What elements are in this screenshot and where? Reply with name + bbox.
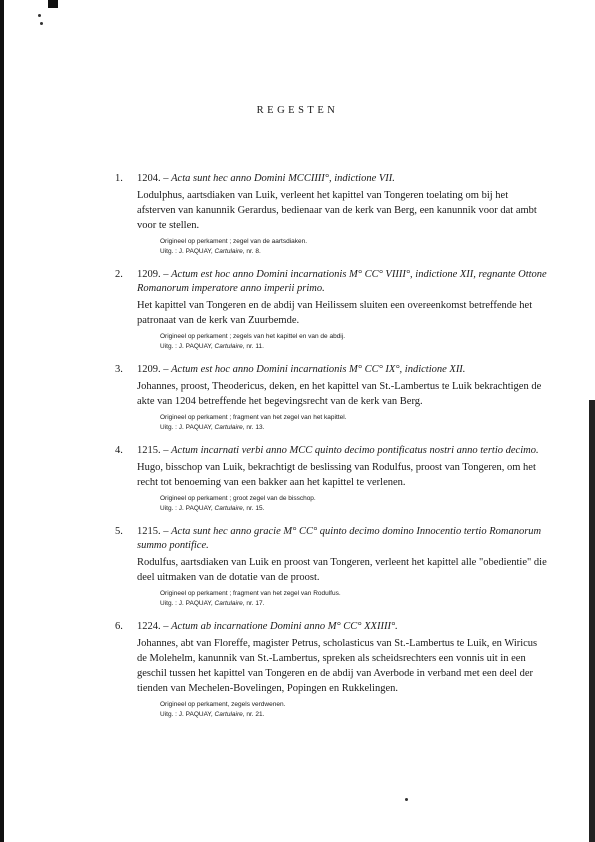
edition-prefix: Uitg. : J. PAQUAY,	[160, 248, 215, 255]
entry-edition-note	[160, 504, 540, 514]
entry-original-note: Origineel op perkament, zegels verdwenen.	[160, 701, 286, 708]
entry-number: 2.	[115, 269, 123, 280]
regest-entry	[0, 444, 595, 514]
entry-number: 4.	[115, 445, 123, 456]
edition-suffix: , nr. 21.	[242, 711, 265, 718]
entry-latin-dating: Actum ab incarnatione Domini anno M° CC° XXIIII°.	[171, 621, 398, 632]
entry-date: 1224.	[137, 621, 161, 632]
entry-summary: Lodulphus, aartsdiaken van Luik, verleent het kapittel van Tongeren toelating om bij het afsterven van kanunnik Gerardus, bedienaar van de kerk van Berg, een kanunnik voor dat ambt voor te stellen.	[137, 190, 537, 231]
regesten-list	[0, 172, 595, 731]
entry-heading: 1215. – Acta sunt hec anno gracie M° CC° quinto decimo domino Innocentio tertio Romanorum summo pontifice.	[137, 526, 542, 551]
entry-original-note: Origineel op perkament ; zegels van het kapittel en van de abdij.	[160, 333, 346, 340]
entry-original-note: Origineel op perkament ; fragment van het zegel van het kapittel.	[160, 414, 347, 421]
scan-mark-top	[48, 0, 58, 8]
scan-speck	[40, 22, 43, 25]
edition-work: Cartulaire	[214, 424, 243, 431]
entry-latin-dating: Actum est hoc anno Domini incarnationis M° CC° IX°, indictione XII.	[171, 364, 466, 375]
entry-latin-dating: Actum incarnati verbi anno MCC quinto decimo pontificatus nostri anno tertio decimo.	[171, 445, 539, 456]
entry-number: 1.	[115, 173, 123, 184]
regest-entry	[0, 620, 595, 720]
edition-suffix: , nr. 13.	[242, 424, 265, 431]
entry-date: 1204.	[137, 173, 161, 184]
entry-sources	[160, 494, 540, 514]
entry-edition-note	[160, 423, 540, 433]
entry-sources	[160, 413, 540, 433]
entry-number: 3.	[115, 364, 123, 375]
entry-summary: Johannes, abt van Floreffe, magister Petrus, scholasticus van St.-Lambertus te Luik, en Wiricus de Molehelm, kanunnik van St.-Lambertus, spreken als scheidsrechters een vonnis uit in een geschil tussen het kapittel van Tongeren en de abdij van Averbode in verband met een deel der tienden van Mechelen-Bovelingen, Popingen en Rukkelingen.	[137, 638, 538, 694]
edition-prefix: Uitg. : J. PAQUAY,	[160, 343, 215, 350]
entry-latin-dating: Actum est hoc anno Domini incarnationis M° CC° VIIII°, indictione XII, regnante Ottone Romanorum imperatore anno imperii primo.	[137, 269, 547, 294]
entry-summary: Het kapittel van Tongeren en de abdij van Heilissem sluiten een overeenkomst betreffende het patronaat van de kerk van Zuurbemde.	[137, 300, 533, 326]
entry-edition-note	[160, 599, 540, 609]
entry-summary: Johannes, proost, Theodericus, deken, en het kapittel van St.-Lambertus te Luik bekrachtigen de akte van 1204 betreffende het begevingsrecht van de kerk van Berg.	[137, 381, 542, 407]
page-title: REGESTEN	[256, 105, 339, 116]
entry-latin-dating: Acta sunt hec anno Domini MCCIIII°, indictione VII.	[171, 173, 395, 184]
entry-edition-note	[160, 342, 540, 352]
edition-suffix: , nr. 15.	[242, 505, 265, 512]
edition-work: Cartulaire	[214, 343, 243, 350]
edition-work: Cartulaire	[214, 600, 243, 607]
scan-speck	[38, 14, 41, 17]
edition-suffix: , nr. 17.	[242, 600, 265, 607]
edition-suffix: , nr. 11.	[242, 343, 264, 350]
entry-edition-note	[160, 247, 540, 257]
entry-heading: 1209. – Actum est hoc anno Domini incarnationis M° CC° IX°, indictione XII.	[137, 364, 466, 375]
edition-work: Cartulaire	[214, 248, 243, 255]
entry-original-note: Origineel op perkament ; groot zegel van de bisschop.	[160, 495, 316, 502]
entry-summary: Hugo, bisschop van Luik, bekrachtigt de beslissing van Rodulfus, proost van Tongeren, om het recht tot benoeming van een bakker aan het kapittel te verlenen.	[137, 462, 536, 488]
entry-edition-note	[160, 710, 540, 720]
entry-sources	[160, 700, 540, 720]
entry-date: 1215.	[137, 445, 161, 456]
regest-entry	[0, 268, 595, 352]
regest-entry	[0, 172, 595, 257]
edition-prefix: Uitg. : J. PAQUAY,	[160, 600, 215, 607]
entry-heading: 1215. – Actum incarnati verbi anno MCC quinto decimo pontificatus nostri anno tertio decimo.	[137, 445, 539, 456]
regest-entry	[0, 363, 595, 433]
entry-date: 1209.	[137, 269, 161, 280]
regest-entry	[0, 525, 595, 609]
entry-summary: Rodulfus, aartsdiaken van Luik en proost van Tongeren, verleent het kapittel alle "obedientie" die deel uitmaken van de dotatie van de proost.	[137, 557, 547, 583]
edition-suffix: , nr. 8.	[242, 248, 261, 255]
edition-prefix: Uitg. : J. PAQUAY,	[160, 424, 215, 431]
entry-date: 1215.	[137, 526, 161, 537]
edition-work: Cartulaire	[214, 711, 243, 718]
entry-sources	[160, 589, 540, 609]
entry-heading: 1204. – Acta sunt hec anno Domini MCCIIII°, indictione VII.	[137, 173, 395, 184]
entry-sources	[160, 332, 540, 352]
entry-heading: 1224. – Actum ab incarnatione Domini anno M° CC° XXIIII°.	[137, 621, 398, 632]
entry-number: 5.	[115, 526, 123, 537]
entry-number: 6.	[115, 621, 123, 632]
entry-original-note: Origineel op perkament ; fragment van het zegel van Rodulfus.	[160, 590, 341, 597]
entry-date: 1209.	[137, 364, 161, 375]
scan-speck	[405, 798, 408, 801]
edition-prefix: Uitg. : J. PAQUAY,	[160, 505, 215, 512]
entry-latin-dating: Acta sunt hec anno gracie M° CC° quinto decimo domino Innocentio tertio Romanorum summo pontifice.	[137, 526, 542, 551]
entry-heading: 1209. – Actum est hoc anno Domini incarnationis M° CC° VIIII°, indictione XII, regnante Ottone Romanorum imperatore anno imperii primo.	[137, 269, 547, 294]
entry-original-note: Origineel op perkament ; zegel van de aartsdiaken.	[160, 238, 308, 245]
edition-prefix: Uitg. : J. PAQUAY,	[160, 711, 215, 718]
entry-sources	[160, 237, 540, 257]
edition-work: Cartulaire	[214, 505, 243, 512]
